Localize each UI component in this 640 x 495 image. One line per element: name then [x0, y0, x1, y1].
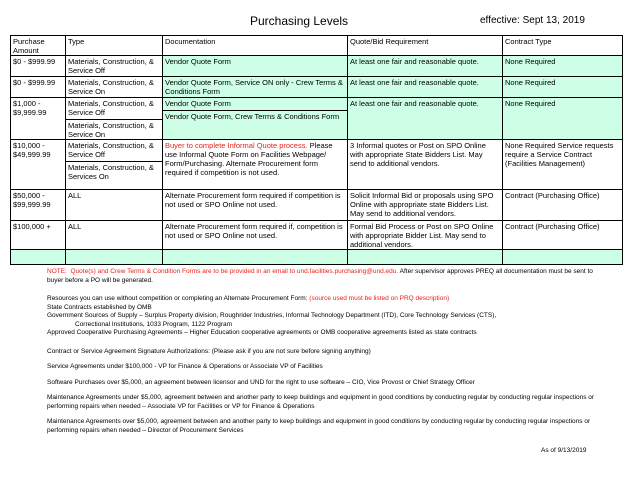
authorization-paragraph: Service Agreements under $100,000 - VP for Finance & Operations or Associate VP of Facilities — [47, 363, 323, 370]
note-paragraph — [47, 268, 607, 285]
requirement-cell: Formal Bid Process or Post on SPO Online with appropriate Bidder List. May send to additional vendors. — [348, 221, 503, 250]
empty-cell — [66, 250, 163, 265]
resources-intro: Resources you can use without competition or completing an Alternate Procurement Form: — [47, 295, 308, 302]
type-line: Materials, Construction, & Service Off — [68, 141, 154, 159]
resources-red-note: (source used must be listed on PRQ description) — [307, 295, 450, 302]
documentation-line: Vendor Quote Form, Crew Terms & Conditions Form — [163, 110, 347, 121]
resources-line: Correctional Institutions, 1033 Program, 1122 Program — [75, 320, 233, 328]
documentation-line: Vendor Quote Form — [165, 99, 231, 108]
contract-cell: None Required — [503, 56, 623, 77]
resources-line: Government Sources of Supply – Surplus Property division, Roughrider Industries, Informal Technology Department (ITD), Core Technology Services (CTS), — [47, 312, 497, 319]
table-row-empty — [11, 250, 623, 265]
type-cell — [66, 140, 163, 190]
requirement-cell: At least one fair and reasonable quote. — [348, 98, 503, 140]
page-title: Purchasing Levels — [250, 14, 349, 28]
contract-cell: None Required — [503, 77, 623, 98]
header-contract-type: Contract Type — [503, 36, 623, 56]
amount-cell: $1,000 - $9,999.99 — [11, 98, 66, 140]
header-purchase-amount: Purchase Amount — [11, 36, 66, 56]
informal-quote-note: Buyer to complete Informal Quote process. — [165, 141, 308, 150]
table-row — [11, 77, 623, 98]
documentation-cell: Alternate Procurement form required if competition is not used or SPO Online not used. — [163, 190, 348, 221]
effective-date: effective: Sept 13, 2019 — [480, 15, 585, 26]
authorization-paragraph: Maintenance Agreements under $5,000, agreement between and another party to keep buildings and equipment in good conditions by conducting regular by conducting regular inspections or performing repairs when needed – Associate VP for Facilities or VP for Finance & Operations — [47, 394, 595, 410]
resources-line: Approved Cooperative Purchasing Agreements – Higher Education cooperative agreements or OMB cooperative agreements listed as state contracts — [47, 329, 477, 336]
documentation-cell: Vendor Quote Form — [163, 56, 348, 77]
documentation-text: Please use Informal Quote Form on Facilities Webpage/ Form/Purchasing. Alternate Procurement form required if competition is not used. — [165, 141, 333, 177]
documentation-cell — [163, 140, 348, 190]
amount-cell: $100,000 + — [11, 221, 66, 250]
table-header-row — [11, 36, 623, 56]
documentation-cell: Alternate Procurement form required if, competition is not used or SPO Online not used. — [163, 221, 348, 250]
header-documentation: Documentation — [163, 36, 348, 56]
empty-cell — [163, 250, 348, 265]
resources-heading — [47, 295, 607, 304]
requirement-cell: Solicit Informal Bid or proposals using SPO Online with appropriate state Bidders List. May send to additional vendors. — [348, 190, 503, 221]
type-line: Materials, Construction, & Service Off — [68, 99, 154, 117]
note-rest-text: After supervisor approves PREQ all documentation must be sent to buyer before a PO will be generated. — [47, 268, 593, 284]
amount-cell: $10,000 - $49,999.99 — [11, 140, 66, 190]
type-cell: Materials, Construction, & Service Off — [66, 56, 163, 77]
requirement-cell: 3 Informal quotes or Post on SPO Online with appropriate State Bidders List. May send to additional vendors. — [348, 140, 503, 190]
contract-cell: Contract (Purchasing Office) — [503, 221, 623, 250]
resources-line: State Contracts established by OMB — [47, 303, 152, 311]
table-row — [11, 190, 623, 221]
amount-cell: $50,000 - $99,999.99 — [11, 190, 66, 221]
empty-cell — [11, 250, 66, 265]
empty-cell — [348, 250, 503, 265]
table-row — [11, 56, 623, 77]
table-row — [11, 140, 623, 190]
contract-cell: None Required Service requests require a Service Contract (Facilities Management) — [503, 140, 623, 190]
note-label: NOTE: — [47, 268, 67, 275]
note-email-text: Quote(s) and Crew Terms & Condition Forms are to be provided in an email to und.facilities.purchasing@und.edu. — [70, 268, 399, 275]
notes-section — [47, 268, 607, 435]
type-cell: Materials, Construction, & Service On — [66, 77, 163, 98]
table-row — [11, 221, 623, 250]
authorization-paragraph: Maintenance Agreements over $5,000, agreement between and another party to keep buildings and equipment in good conditions by conducting regular by conducting regular inspections or performing repairs when needed – Director of Procurement Services — [47, 418, 591, 434]
authorization-paragraph: Software Purchases over $5,000, an agreement between licensor and UND for the right to use software – CIO, Vice Provost or Chief Strategy Officer — [47, 378, 475, 386]
empty-cell — [503, 250, 623, 265]
documentation-cell — [163, 98, 348, 140]
type-line: Materials, Construction, & Service On — [66, 119, 162, 139]
amount-cell: $0 - $999.99 — [11, 56, 66, 77]
header-quote-bid-requirement: Quote/Bid Requirement — [348, 36, 503, 56]
contract-cell: Contract (Purchasing Office) — [503, 190, 623, 221]
type-cell — [66, 98, 163, 140]
table-row — [11, 98, 623, 140]
amount-cell: $0 - $999.99 — [11, 77, 66, 98]
authorization-heading: Contract or Service Agreement Signature Authorizations: (Please ask if you are not sure before signing anything) — [47, 347, 371, 355]
purchasing-levels-table — [10, 35, 623, 265]
type-cell: ALL — [66, 221, 163, 250]
as-of-date: As of 9/13/2019 — [541, 447, 587, 454]
requirement-cell: At least one fair and reasonable quote. — [348, 56, 503, 77]
type-cell: ALL — [66, 190, 163, 221]
documentation-cell: Vendor Quote Form, Service ON only - Crew Terms & Conditions Form — [163, 77, 348, 98]
contract-cell: None Required — [503, 98, 623, 140]
type-line: Materials, Construction, & Services On — [66, 161, 162, 181]
header-type: Type — [66, 36, 163, 56]
requirement-cell: At least one fair and reasonable quote. — [348, 77, 503, 98]
